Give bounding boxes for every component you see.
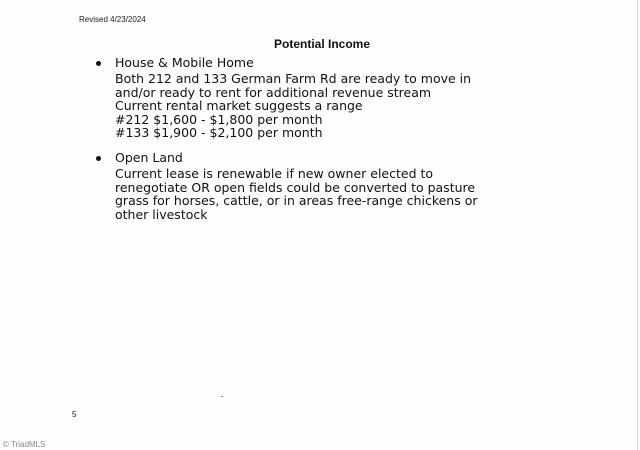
bullet-icon xyxy=(96,156,101,161)
body-line: Current rental market suggests a range xyxy=(115,98,363,114)
section-heading: Open Land xyxy=(115,150,183,165)
scan-speck xyxy=(221,396,223,397)
body-line: #133 $1,900 - $2,100 per month xyxy=(115,125,323,141)
body-line: Both 212 and 133 German Farm Rd are ready to move in xyxy=(115,71,472,86)
page-title: Potential Income xyxy=(273,37,371,51)
section-body xyxy=(115,167,478,221)
page-edge xyxy=(637,0,638,450)
page-number: 5 xyxy=(72,410,77,419)
bullet-row xyxy=(96,149,478,167)
body-line: Current lease is renewable if new owner elected to xyxy=(115,166,434,181)
body-line: and/or ready to rent for additional revenue stream xyxy=(115,84,432,100)
page-title-wrap xyxy=(0,37,640,51)
bullet-row xyxy=(96,54,471,72)
section-heading: House & Mobile Home xyxy=(115,55,254,70)
body-line: #212 $1,600 - $1,800 per month xyxy=(115,111,323,127)
section-house-mobile-home xyxy=(96,54,471,140)
body-line: renegotiate OR open fields could be converted to pasture xyxy=(115,179,476,195)
body-line: grass for horses, cattle, or in areas free-range chickens or xyxy=(115,193,478,209)
watermark: © TriadMLS xyxy=(3,440,46,449)
section-body xyxy=(115,72,471,140)
section-open-land xyxy=(96,149,478,221)
bullet-icon xyxy=(96,61,101,66)
body-line: other livestock xyxy=(115,206,208,222)
revised-date: Revised 4/23/2024 xyxy=(79,15,146,24)
